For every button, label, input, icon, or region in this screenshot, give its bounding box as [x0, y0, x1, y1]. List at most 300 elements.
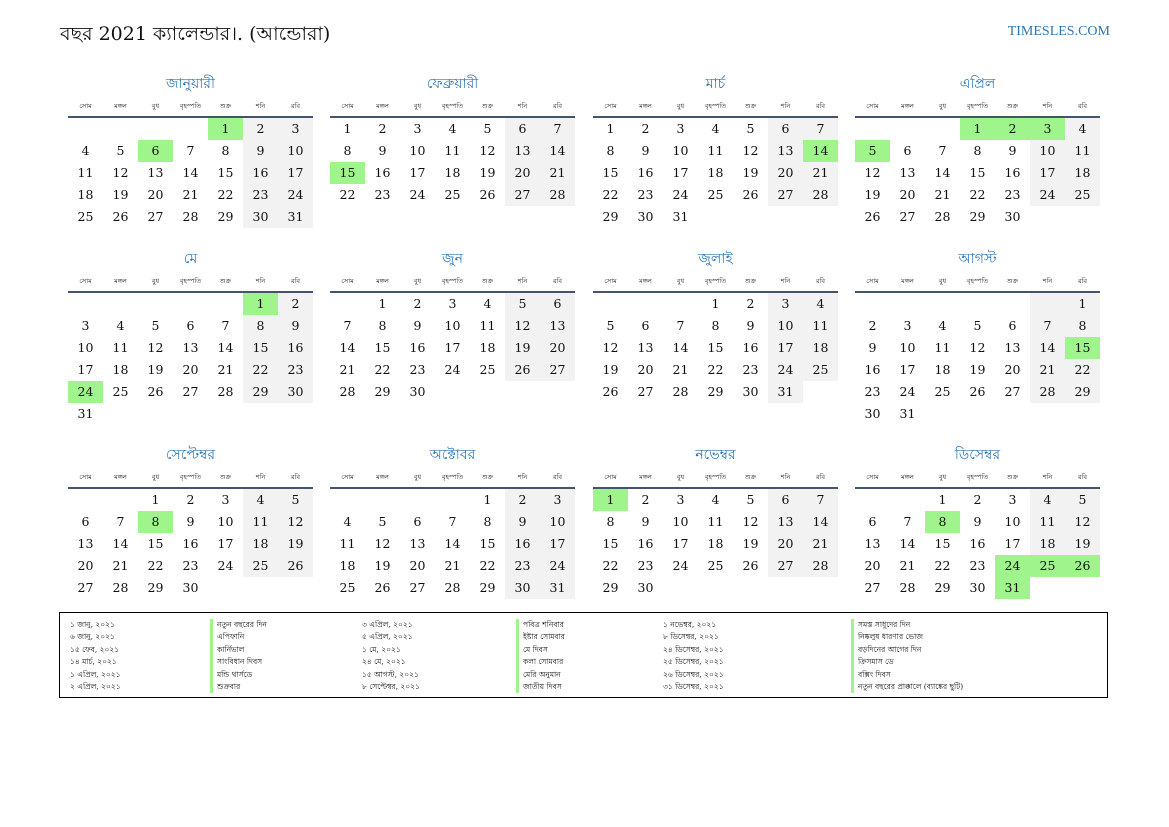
month-name: মার্চ [705, 76, 726, 92]
day-cell: 10 [672, 143, 689, 158]
day-cell: 21 [444, 558, 461, 573]
day-cell: 20 [637, 362, 654, 377]
weekday-label: শনি [517, 277, 528, 285]
day-cell: 19 [479, 165, 496, 180]
day-cell: 6 [540, 293, 575, 315]
day-cell: 14 [672, 340, 689, 355]
brand-link[interactable]: TIMESLES.COM [1007, 24, 1110, 39]
day-cell: 16 [374, 165, 391, 180]
day-cell: 19 [742, 536, 759, 551]
day-cell: 14 [339, 340, 356, 355]
day-cell: 25 [707, 558, 724, 573]
day-cell: 28 [803, 184, 838, 206]
day-cell: 23 [505, 555, 540, 577]
day-cell: 11 [1065, 140, 1100, 162]
day-cell: 5 [378, 514, 387, 529]
day-grid [68, 293, 313, 425]
empty-cell [960, 293, 995, 315]
weekday-label: শনি [1042, 102, 1053, 110]
weekday-label: শুক্র [744, 102, 757, 110]
day-cell: 15 [707, 340, 724, 355]
day-cell: 13 [505, 140, 540, 162]
holiday-cell: 24 [68, 381, 103, 403]
empty-cell [173, 293, 208, 315]
day-grid [330, 118, 575, 206]
day-cell: 21 [934, 187, 951, 202]
day-cell: 9 [278, 315, 313, 337]
day-cell: 27 [505, 184, 540, 206]
day-cell: 1 [343, 121, 352, 136]
day-cell: 7 [803, 489, 838, 511]
day-cell: 14 [182, 165, 199, 180]
day-cell: 13 [147, 165, 164, 180]
day-cell: 9 [641, 143, 650, 158]
day-cell: 19 [1065, 533, 1100, 555]
empty-cell [925, 293, 960, 315]
day-cell: 19 [374, 558, 391, 573]
month-block [593, 249, 838, 403]
day-cell: 29 [147, 580, 164, 595]
day-cell: 21 [1030, 359, 1065, 381]
day-cell: 22 [707, 362, 724, 377]
day-cell: 24 [444, 362, 461, 377]
day-cell: 25 [444, 187, 461, 202]
day-cell: 11 [1030, 511, 1065, 533]
weekday-label: বুধ [413, 277, 422, 285]
month-name: অক্টোবর [429, 447, 476, 463]
day-cell: 27 [899, 209, 916, 224]
day-cell: 13 [899, 165, 916, 180]
month-name: জুন [442, 251, 463, 267]
legend-date: ৮ ডিসেম্বর, ২০২১ [663, 632, 719, 642]
day-cell: 2 [278, 293, 313, 315]
day-cell: 13 [864, 536, 881, 551]
weekday-header [68, 99, 313, 118]
weekday-label: মঙ্গল [114, 277, 127, 285]
day-cell: 7 [186, 143, 195, 158]
day-cell: 5 [483, 121, 492, 136]
legend-holiday-name: নতুন বছরের প্রাক্কালে (ব্যাঙ্কের ছুটি) [851, 681, 963, 693]
weekday-label: বৃহস্পতি [441, 277, 464, 285]
day-cell: 3 [221, 492, 230, 507]
day-cell: 13 [409, 536, 426, 551]
day-cell: 7 [540, 118, 575, 140]
weekday-header [68, 470, 313, 489]
weekday-label: বুধ [938, 102, 947, 110]
legend-holiday-name: মে দিবস [516, 644, 565, 656]
day-cell: 26 [742, 187, 759, 202]
day-cell: 4 [1030, 489, 1065, 511]
weekday-label: বুধ [151, 473, 160, 481]
weekday-label: শুক্র [1006, 277, 1019, 285]
day-cell: 31 [768, 381, 803, 403]
legend-holiday-name: জাতীয় দিবস [516, 681, 565, 693]
holiday-cell: 15 [330, 162, 365, 184]
day-cell: 14 [899, 536, 916, 551]
day-cell: 14 [217, 340, 234, 355]
day-cell: 5 [116, 143, 125, 158]
day-cell: 25 [243, 555, 278, 577]
day-cell: 16 [182, 536, 199, 551]
day-cell: 29 [374, 384, 391, 399]
empty-cell [365, 489, 400, 511]
day-cell: 21 [182, 187, 199, 202]
legend-holiday-name: পবিত্র শনিবার [516, 619, 565, 631]
day-cell: 24 [278, 184, 313, 206]
weekday-label: মঙ্গল [114, 473, 127, 481]
day-cell: 29 [1065, 381, 1100, 403]
month-block [330, 249, 575, 403]
day-cell: 26 [505, 359, 540, 381]
day-cell: 18 [1030, 533, 1065, 555]
empty-cell [855, 489, 890, 511]
weekday-label: শুক্র [481, 277, 494, 285]
day-cell: 5 [1065, 489, 1100, 511]
weekday-label: শুক্র [744, 277, 757, 285]
weekday-label: শুক্র [481, 473, 494, 481]
weekday-label: রবি [290, 277, 301, 285]
weekday-header [855, 274, 1100, 293]
empty-cell [138, 293, 173, 315]
day-cell: 17 [672, 536, 689, 551]
holiday-cell: 26 [1065, 555, 1100, 577]
weekday-label: রবি [815, 102, 826, 110]
day-grid [855, 293, 1100, 425]
legend-dates-a [70, 619, 121, 693]
day-cell: 8 [378, 318, 387, 333]
legend-names-a [210, 619, 267, 693]
day-cell: 9 [378, 143, 387, 158]
weekday-label: বৃহস্পতি [179, 277, 202, 285]
day-cell: 1 [938, 492, 947, 507]
day-cell: 31 [77, 406, 94, 421]
day-cell: 11 [112, 340, 129, 355]
empty-cell [68, 118, 103, 140]
holiday-cell: 8 [925, 511, 960, 533]
day-cell: 15 [479, 536, 496, 551]
weekday-label: সোম [866, 102, 879, 110]
day-cell: 10 [77, 340, 94, 355]
day-cell: 9 [973, 514, 982, 529]
holiday-cell: 1 [960, 118, 995, 140]
day-cell: 18 [803, 337, 838, 359]
day-cell: 20 [1004, 362, 1021, 377]
weekday-label: সোম [79, 473, 92, 481]
day-cell: 8 [483, 514, 492, 529]
day-cell: 16 [864, 362, 881, 377]
day-cell: 28 [444, 580, 461, 595]
day-cell: 12 [864, 165, 881, 180]
day-cell: 25 [803, 359, 838, 381]
day-cell: 6 [641, 318, 650, 333]
weekday-label: বুধ [938, 277, 947, 285]
day-cell: 25 [112, 384, 129, 399]
weekday-label: শুক্র [1006, 473, 1019, 481]
day-cell: 28 [803, 555, 838, 577]
holiday-cell: 25 [1030, 555, 1065, 577]
holiday-cell: 15 [1065, 337, 1100, 359]
day-cell: 8 [711, 318, 720, 333]
day-cell: 7 [938, 143, 947, 158]
day-cell: 27 [768, 555, 803, 577]
weekday-label: বৃহস্পতি [179, 473, 202, 481]
day-cell: 30 [278, 381, 313, 403]
day-cell: 26 [374, 580, 391, 595]
weekday-label: রবি [1077, 473, 1088, 481]
day-cell: 13 [540, 315, 575, 337]
weekday-label: বৃহস্পতি [179, 102, 202, 110]
legend-holiday-name: ক্রিসমাস ডে [851, 656, 963, 668]
day-cell: 10 [899, 340, 916, 355]
day-cell: 3 [540, 489, 575, 511]
day-cell: 22 [374, 362, 391, 377]
empty-cell [890, 489, 925, 511]
day-cell: 4 [711, 121, 720, 136]
day-cell: 11 [803, 315, 838, 337]
day-cell: 5 [151, 318, 160, 333]
day-cell: 30 [182, 580, 199, 595]
day-cell: 1 [711, 296, 720, 311]
weekday-label: মঙ্গল [114, 102, 127, 110]
day-cell: 24 [768, 359, 803, 381]
day-cell: 18 [1065, 162, 1100, 184]
day-cell: 6 [768, 489, 803, 511]
day-cell: 15 [602, 165, 619, 180]
day-cell: 14 [540, 140, 575, 162]
day-cell: 19 [278, 533, 313, 555]
day-cell: 6 [505, 118, 540, 140]
day-cell: 2 [243, 118, 278, 140]
day-cell: 18 [479, 340, 496, 355]
weekday-label: বুধ [676, 277, 685, 285]
legend-date: ১ মে, ২০২১ [362, 644, 401, 654]
day-grid [330, 293, 575, 403]
day-cell: 4 [483, 296, 492, 311]
day-cell: 16 [409, 340, 426, 355]
day-cell: 20 [182, 362, 199, 377]
day-cell: 14 [112, 536, 129, 551]
day-cell: 10 [1030, 140, 1065, 162]
legend-date: ৬ জানু, ২০২১ [70, 632, 115, 642]
legend-date: ২ এপ্রিল, ২০২১ [70, 681, 121, 691]
month-name: ডিসেম্বর [954, 447, 1001, 463]
legend-holiday-name: নিষ্কলুষ ধারণার ভোজ [851, 631, 963, 643]
month-block [68, 249, 313, 425]
month-block [855, 249, 1100, 425]
day-cell: 3 [676, 121, 685, 136]
day-cell: 22 [602, 187, 619, 202]
weekday-label: বৃহস্পতি [966, 473, 989, 481]
day-cell: 10 [1004, 514, 1021, 529]
month-name: আগস্ট [958, 251, 997, 267]
day-cell: 21 [540, 162, 575, 184]
weekday-header [593, 274, 838, 293]
day-cell: 30 [243, 206, 278, 228]
day-cell: 26 [112, 209, 129, 224]
day-cell: 18 [707, 165, 724, 180]
day-cell: 16 [637, 536, 654, 551]
day-cell: 7 [903, 514, 912, 529]
day-cell: 2 [505, 489, 540, 511]
day-cell: 27 [637, 384, 654, 399]
empty-cell [1030, 293, 1065, 315]
day-cell: 21 [899, 558, 916, 573]
weekday-label: মঙ্গল [901, 102, 914, 110]
empty-cell [890, 293, 925, 315]
month-name: মে [183, 251, 198, 267]
day-cell: 2 [413, 296, 422, 311]
month-name: ফেব্রুয়ারী [426, 76, 479, 92]
day-cell: 9 [746, 318, 755, 333]
day-cell: 20 [540, 337, 575, 359]
day-cell: 24 [672, 558, 689, 573]
day-cell: 16 [1004, 165, 1021, 180]
day-cell: 6 [903, 143, 912, 158]
day-cell: 13 [768, 511, 803, 533]
day-cell: 9 [641, 514, 650, 529]
day-cell: 9 [186, 514, 195, 529]
weekday-label: শনি [255, 473, 266, 481]
day-cell: 12 [505, 315, 540, 337]
day-cell: 18 [112, 362, 129, 377]
day-grid [855, 118, 1100, 228]
weekday-label: সোম [604, 473, 617, 481]
empty-cell [103, 489, 138, 511]
weekday-label: মঙ্গল [639, 277, 652, 285]
day-cell: 7 [676, 318, 685, 333]
day-cell: 21 [217, 362, 234, 377]
legend-dates-b [362, 619, 420, 693]
day-cell: 22 [969, 187, 986, 202]
month-block [68, 445, 313, 599]
weekday-label: শুক্র [481, 102, 494, 110]
day-cell: 6 [768, 118, 803, 140]
weekday-header [855, 99, 1100, 118]
day-cell: 10 [444, 318, 461, 333]
empty-cell [628, 293, 663, 315]
day-cell: 4 [1065, 118, 1100, 140]
day-cell: 5 [505, 293, 540, 315]
holiday-legend [59, 612, 1108, 698]
empty-cell [103, 118, 138, 140]
day-cell: 13 [77, 536, 94, 551]
day-cell: 18 [707, 536, 724, 551]
weekday-label: রবি [290, 473, 301, 481]
weekday-label: রবি [1077, 102, 1088, 110]
legend-holiday-name: শুক্রবার [210, 681, 267, 693]
weekday-label: সোম [341, 277, 354, 285]
legend-holiday-name: মেরি অনুমান [516, 669, 565, 681]
day-cell: 27 [77, 580, 94, 595]
day-cell: 26 [278, 555, 313, 577]
day-cell: 5 [746, 492, 755, 507]
day-cell: 23 [864, 384, 881, 399]
day-cell: 26 [864, 209, 881, 224]
day-cell: 30 [742, 384, 759, 399]
day-cell: 23 [374, 187, 391, 202]
day-cell: 19 [742, 165, 759, 180]
day-cell: 2 [641, 492, 650, 507]
legend-holiday-name: নতুন বছরের দিন [210, 619, 267, 631]
day-cell: 18 [243, 533, 278, 555]
day-cell: 28 [339, 384, 356, 399]
month-name: জুলাই [698, 251, 733, 267]
day-cell: 29 [217, 209, 234, 224]
day-cell: 8 [606, 143, 615, 158]
day-cell: 10 [672, 514, 689, 529]
day-cell: 20 [864, 558, 881, 573]
day-cell: 22 [1065, 359, 1100, 381]
day-cell: 26 [742, 558, 759, 573]
weekday-label: সোম [866, 277, 879, 285]
day-cell: 25 [77, 209, 94, 224]
day-cell: 3 [413, 121, 422, 136]
holiday-cell: 1 [208, 118, 243, 140]
day-cell: 25 [339, 580, 356, 595]
weekday-header [330, 470, 575, 489]
weekday-label: শুক্র [219, 277, 232, 285]
weekday-label: মঙ্গল [376, 473, 389, 481]
month-block [593, 74, 838, 228]
day-cell: 3 [768, 293, 803, 315]
day-cell: 20 [77, 558, 94, 573]
weekday-label: শনি [780, 473, 791, 481]
day-cell: 24 [899, 384, 916, 399]
day-cell: 17 [540, 533, 575, 555]
day-cell: 23 [409, 362, 426, 377]
weekday-label: মঙ্গল [901, 473, 914, 481]
day-cell: 14 [444, 536, 461, 551]
day-cell: 28 [899, 580, 916, 595]
day-cell: 2 [973, 492, 982, 507]
day-cell: 3 [448, 296, 457, 311]
legend-date: ২৬ ডিসেম্বর, ২০২১ [663, 669, 724, 679]
day-cell: 19 [147, 362, 164, 377]
day-cell: 10 [217, 514, 234, 529]
day-cell: 17 [278, 162, 313, 184]
day-cell: 16 [505, 533, 540, 555]
day-cell: 28 [672, 384, 689, 399]
day-cell: 30 [409, 384, 426, 399]
day-cell: 27 [409, 580, 426, 595]
day-cell: 11 [707, 514, 724, 529]
weekday-label: শুক্র [219, 473, 232, 481]
month-name: নভেম্বর [695, 447, 736, 463]
day-cell: 16 [742, 340, 759, 355]
month-name: জানুয়ারী [166, 76, 215, 92]
day-cell: 20 [505, 162, 540, 184]
day-cell: 6 [1008, 318, 1017, 333]
day-grid [593, 293, 838, 403]
day-cell: 3 [278, 118, 313, 140]
day-cell: 12 [742, 143, 759, 158]
weekday-label: বুধ [938, 473, 947, 481]
weekday-header [855, 470, 1100, 489]
day-cell: 31 [672, 209, 689, 224]
day-cell: 25 [707, 187, 724, 202]
legend-holiday-name: বক্সিং দিবস [851, 669, 963, 681]
weekday-label: বুধ [676, 102, 685, 110]
day-cell: 21 [112, 558, 129, 573]
day-cell: 1 [151, 492, 160, 507]
day-cell: 12 [969, 340, 986, 355]
day-cell: 3 [903, 318, 912, 333]
holiday-cell: 2 [995, 118, 1030, 140]
day-cell: 27 [1004, 384, 1021, 399]
day-cell: 23 [243, 184, 278, 206]
empty-cell [400, 489, 435, 511]
day-cell: 27 [182, 384, 199, 399]
